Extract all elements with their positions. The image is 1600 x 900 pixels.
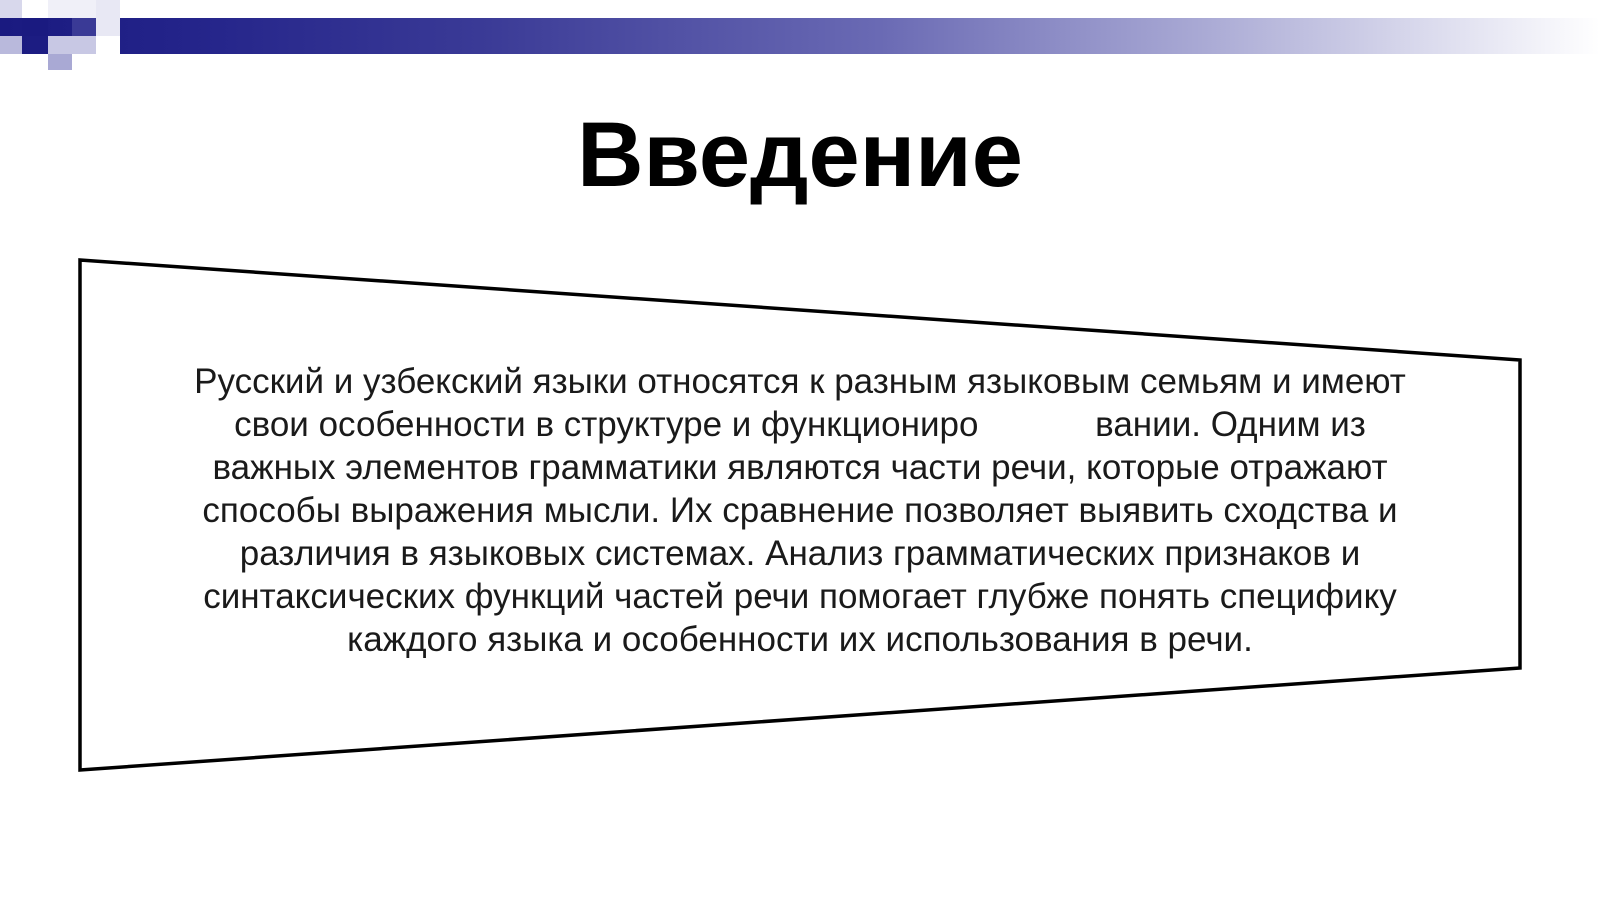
body-line: каждого языка и особенности их использования в речи.	[347, 620, 1253, 659]
body-line: важных элементов грамматики являются части речи, которые отражают	[212, 448, 1388, 487]
slide-title: Введение	[577, 104, 1023, 206]
body-line: синтаксических функций частей речи помогает глубже понять специфику	[203, 577, 1397, 616]
body-line: способы выражения мысли. Их сравнение позволяет выявить сходства и	[202, 491, 1398, 530]
body-line: различия в языковых системах. Анализ грамматических признаков и	[239, 534, 1361, 573]
body-paragraph	[100, 360, 1500, 661]
body-line: свои особенности в структуре и функциониро вании. Одним из	[234, 405, 1366, 444]
body-line: Русский и узбекский языки относятся к разным языковым семьям и имеют	[194, 362, 1406, 401]
